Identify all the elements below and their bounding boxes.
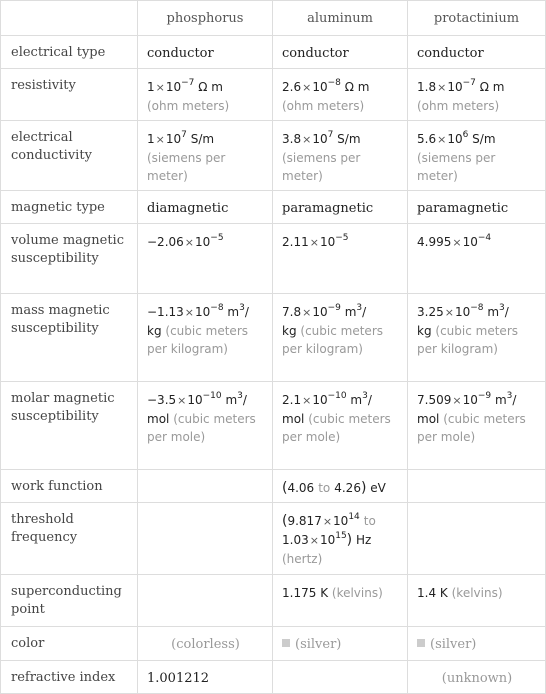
row-electrical-type	[1, 36, 546, 69]
cell-value: conductor	[408, 36, 546, 69]
cell-value: $5.6\times 10^6$ S/m (siemens per meter)	[408, 121, 546, 191]
row-label: volume magnetic susceptibility	[1, 224, 138, 294]
color-swatch	[282, 639, 290, 647]
cell-value: $7.8\times 10^{-9}$ $m^3/$ kg (cubic meters per kilogram)	[273, 294, 408, 382]
row-color	[1, 627, 546, 661]
cell-value: $4.995\times 10^{-4}$	[408, 224, 546, 294]
cell-value: (silver)	[408, 627, 546, 661]
cell-value: (4.06 to 4.26) eV	[273, 470, 408, 503]
cell-value: (silver)	[273, 627, 408, 661]
row-label: work function	[1, 470, 138, 503]
row-electrical-conductivity	[1, 121, 546, 191]
row-label: molar magnetic susceptibility	[1, 382, 138, 470]
cell-value: $1.8\times 10^{-7}$ Ω m (ohm meters)	[408, 69, 546, 121]
cell-value: $2.1\times 10^{-10}$ $m^3/$ mol (cubic meters per mole)	[273, 382, 408, 470]
cell-value: 1.4 K (kelvins)	[408, 575, 546, 627]
cell-empty	[408, 470, 546, 503]
row-volume-susceptibility	[1, 224, 546, 294]
cell-value: paramagnetic	[273, 191, 408, 224]
row-label: refractive index	[1, 661, 138, 694]
row-superconducting-point	[1, 575, 546, 627]
row-work-function	[1, 470, 546, 503]
cell-value: (unknown)	[408, 661, 546, 694]
cell-empty	[408, 503, 546, 575]
header-aluminum: aluminum	[273, 1, 408, 36]
cell-value: ($9.817\times 10^{14}$ to $1.03\times 10^{15}$) Hz (hertz)	[273, 503, 408, 575]
cell-value: 1.001212	[138, 661, 273, 694]
row-label: electrical conductivity	[1, 121, 138, 191]
cell-value: diamagnetic	[138, 191, 273, 224]
cell-value: $3.8\times 10^7$ S/m (siemens per meter)	[273, 121, 408, 191]
row-label: resistivity	[1, 69, 138, 121]
row-label: magnetic type	[1, 191, 138, 224]
cell-value: paramagnetic	[408, 191, 546, 224]
row-label: mass magnetic susceptibility	[1, 294, 138, 382]
row-refractive-index	[1, 661, 546, 694]
cell-value: $1\times 10^{-7}$ Ω m (ohm meters)	[138, 69, 273, 121]
cell-empty	[138, 470, 273, 503]
cell-value: conductor	[273, 36, 408, 69]
row-label: threshold frequency	[1, 503, 138, 575]
cell-empty	[138, 503, 273, 575]
cell-value: $2.11\times 10^{-5}$	[273, 224, 408, 294]
cell-value: $2.6\times 10^{-8}$ Ω m (ohm meters)	[273, 69, 408, 121]
row-label: superconducting point	[1, 575, 138, 627]
header-corner	[1, 1, 138, 36]
header-row	[1, 1, 546, 36]
row-magnetic-type	[1, 191, 546, 224]
cell-value: $3.25\times 10^{-8}$ $m^3/$ kg (cubic meters per kilogram)	[408, 294, 546, 382]
cell-value: $7.509\times 10^{-9}$ $m^3/$ mol (cubic meters per mole)	[408, 382, 546, 470]
row-label: electrical type	[1, 36, 138, 69]
cell-value: $-3.5\times 10^{-10}$ $m^3/$ mol (cubic meters per mole)	[138, 382, 273, 470]
row-resistivity	[1, 69, 546, 121]
cell-value: $-2.06\times 10^{-5}$	[138, 224, 273, 294]
cell-empty	[138, 575, 273, 627]
header-phosphorus: phosphorus	[138, 1, 273, 36]
row-label: color	[1, 627, 138, 661]
row-threshold-frequency	[1, 503, 546, 575]
cell-value: $1\times 10^7$ S/m (siemens per meter)	[138, 121, 273, 191]
cell-value: (colorless)	[138, 627, 273, 661]
cell-value: $-1.13\times 10^{-8}$ $m^3/$ kg (cubic meters per kilogram)	[138, 294, 273, 382]
row-mass-susceptibility	[1, 294, 546, 382]
cell-empty	[273, 661, 408, 694]
cell-value: conductor	[138, 36, 273, 69]
color-swatch	[417, 639, 425, 647]
cell-value: 1.175 K (kelvins)	[273, 575, 408, 627]
row-molar-susceptibility	[1, 382, 546, 470]
header-protactinium: protactinium	[408, 1, 546, 36]
